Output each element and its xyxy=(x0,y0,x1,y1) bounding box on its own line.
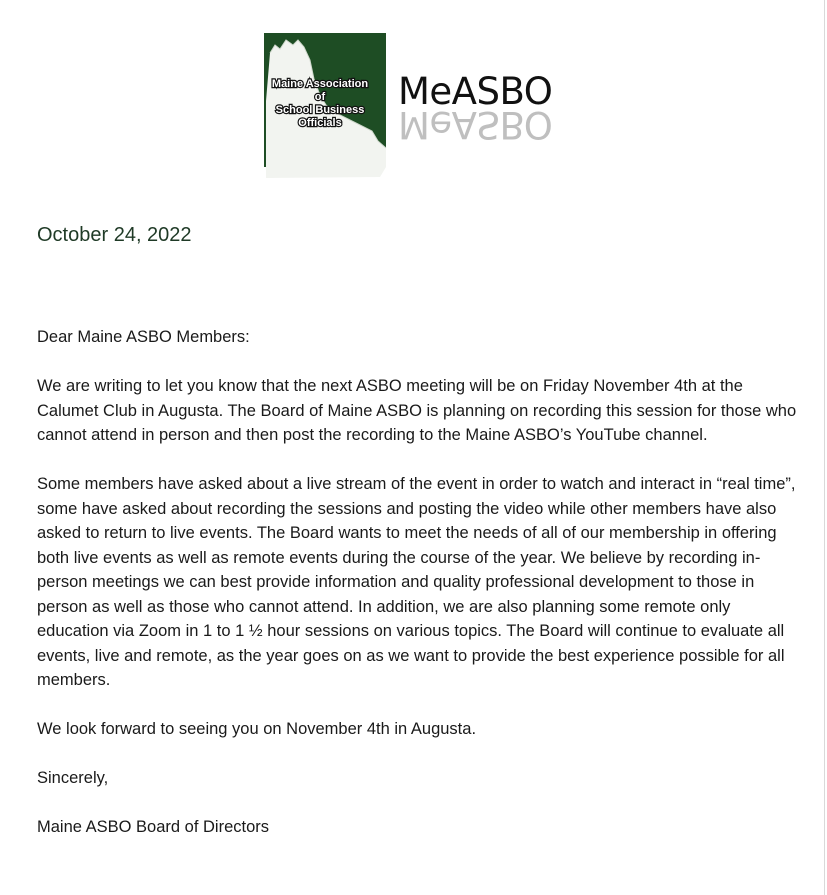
paragraph-closing-note: We look forward to seeing you on November 4th in Augusta. xyxy=(37,720,477,738)
letter-body xyxy=(37,325,797,864)
salutation: Dear Maine ASBO Members: xyxy=(37,328,250,346)
signature: Maine ASBO Board of Directors xyxy=(37,818,270,836)
seal-line-1: Maine Association xyxy=(271,78,369,90)
seal-line-4: Officials xyxy=(298,117,342,129)
seal-line-2: of xyxy=(314,91,326,103)
measbo-logo xyxy=(264,33,564,178)
letter-date: October 24, 2022 xyxy=(37,224,192,246)
logo-wordmark-reflection: MeASBO xyxy=(398,103,553,146)
paragraph-events: Some members have asked about a live stream of the event in order to watch and interact in “real time”, some have asked about recording the sessions and posting the video while other members have also asked to return to live events. The Board wants to meet the needs of all of our membership in offering both live events as well as remote events during the course of the year. We believe by recording in-person meetings we can best provide information and quality professional development to those in person as well as those who cannot attend. In addition, we are also planning some remote only education via Zoom in 1 to 1 ½ hour sessions on various topics. The Board will continue to evaluate all events, live and remote, as the year goes on as we want to provide the best experience possible for all members. xyxy=(37,475,796,689)
seal-line-3: School Business xyxy=(275,104,365,116)
closing: Sincerely, xyxy=(37,769,109,787)
logo-wordmark: MeASBO xyxy=(398,70,553,113)
page-right-border xyxy=(824,0,825,895)
maine-map-seal-icon xyxy=(264,33,388,178)
paragraph-meeting: We are writing to let you know that the next ASBO meeting will be on Friday November 4th at the Calumet Club in Augusta. The Board of Maine ASBO is planning on recording this session for those who cannot attend in person and then post the recording to the Maine ASBO’s YouTube channel. xyxy=(37,377,797,444)
